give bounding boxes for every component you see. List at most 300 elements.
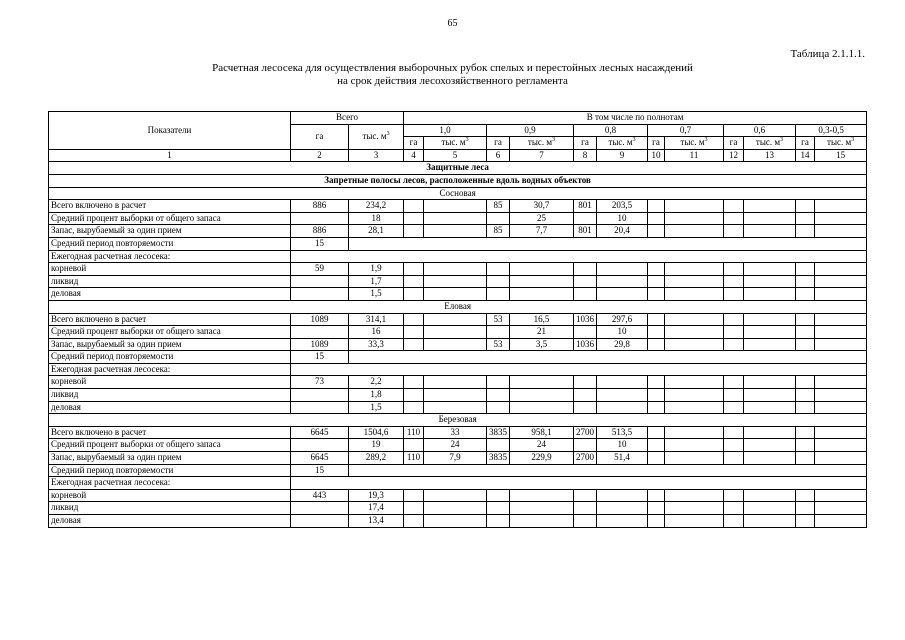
row-label: Запас, вырубаемый за один прием	[49, 452, 291, 465]
table-row	[49, 489, 867, 502]
table-cell	[424, 225, 487, 238]
table-cell	[724, 401, 744, 414]
header-density-4: 0,7	[648, 124, 724, 137]
table-cell	[665, 338, 724, 351]
table-cell	[510, 288, 574, 301]
table-cell: 1504,6	[349, 426, 404, 439]
table-cell	[796, 489, 815, 502]
table-cell	[574, 401, 597, 414]
table-cell	[574, 515, 597, 528]
table-cell	[796, 439, 815, 452]
table-cell: 886	[291, 200, 349, 213]
header-volume-sup: 3	[386, 130, 390, 137]
table-cell	[744, 288, 796, 301]
table-cell	[796, 338, 815, 351]
table-cell	[724, 426, 744, 439]
table-cell	[597, 389, 648, 402]
row-label: деловая	[49, 401, 291, 414]
table-cell	[510, 263, 574, 276]
table-row	[49, 237, 867, 250]
table-row	[49, 464, 867, 477]
header-total: Всего	[291, 112, 404, 125]
row-label: Ежегодная расчетная лесосека:	[49, 250, 291, 263]
table-cell	[665, 502, 724, 515]
table-cell	[648, 452, 665, 465]
table-cell: 958,1	[510, 426, 574, 439]
table-cell	[574, 502, 597, 515]
table-cell: 1036	[574, 338, 597, 351]
table-cell: 2700	[574, 452, 597, 465]
header-unit-volume-text: тыс. м	[441, 137, 466, 148]
table-cell	[648, 263, 665, 276]
table-cell	[744, 225, 796, 238]
table-cell: 801	[574, 200, 597, 213]
table-cell	[291, 212, 349, 225]
header-unit-ha: га	[796, 137, 815, 150]
table-cell	[487, 502, 510, 515]
table-cell: 6645	[291, 426, 349, 439]
table-cell: 801	[574, 225, 597, 238]
empty-span-cell	[349, 351, 867, 364]
table-cell	[815, 200, 867, 213]
table-cell	[404, 212, 424, 225]
table-cell	[665, 212, 724, 225]
table-cell: 16	[349, 326, 404, 339]
table-cell	[744, 401, 796, 414]
table-row	[49, 426, 867, 439]
header-total-volume	[349, 124, 404, 149]
table-cell	[424, 326, 487, 339]
table-cell	[744, 326, 796, 339]
table-cell	[796, 401, 815, 414]
table-row	[49, 351, 867, 364]
table-body	[49, 162, 867, 527]
table-cell	[510, 515, 574, 528]
table-cell: 15	[291, 237, 349, 250]
table-cell: 1,5	[349, 288, 404, 301]
row-label: ликвид	[49, 389, 291, 402]
table-cell	[815, 389, 867, 402]
row-label: Запас, вырубаемый за один прием	[49, 225, 291, 238]
table-cell: 51,4	[597, 452, 648, 465]
table-cell	[796, 288, 815, 301]
table-cell: 1,8	[349, 389, 404, 402]
table-cell	[796, 376, 815, 389]
table-cell	[648, 489, 665, 502]
table-cell	[648, 502, 665, 515]
table-cell	[815, 225, 867, 238]
column-number: 6	[487, 149, 510, 162]
header-density-5: 0,6	[724, 124, 796, 137]
table-cell: 15	[291, 464, 349, 477]
table-row	[49, 363, 867, 376]
table-cell	[815, 275, 867, 288]
table-cell	[404, 338, 424, 351]
table-cell	[597, 376, 648, 389]
table-cell	[510, 502, 574, 515]
species-group-title-row	[49, 187, 867, 200]
table-cell: 33	[424, 426, 487, 439]
column-number: 1	[49, 149, 291, 162]
table-cell	[724, 338, 744, 351]
table-cell	[424, 502, 487, 515]
empty-span-cell	[349, 237, 867, 250]
table-cell	[648, 376, 665, 389]
header-density-2: 0,9	[487, 124, 574, 137]
table-cell	[796, 225, 815, 238]
table-cell: 886	[291, 225, 349, 238]
header-number-row	[49, 149, 867, 162]
table-cell: 19,3	[349, 489, 404, 502]
table-row	[49, 288, 867, 301]
row-label: Ежегодная расчетная лесосека:	[49, 477, 291, 490]
header-unit-volume-text: тыс. м	[608, 137, 633, 148]
title-line-2: на срок действия лесохозяйственного регламента	[337, 75, 568, 87]
table-cell	[597, 275, 648, 288]
table-row	[49, 477, 867, 490]
row-label: деловая	[49, 515, 291, 528]
table-cell	[291, 401, 349, 414]
table-cell	[487, 376, 510, 389]
table-cell	[404, 326, 424, 339]
table-cell	[724, 212, 744, 225]
table-cell	[648, 439, 665, 452]
empty-span-cell	[291, 363, 867, 376]
table-cell	[291, 439, 349, 452]
table-cell	[574, 376, 597, 389]
table-cell: 2,2	[349, 376, 404, 389]
column-number: 13	[744, 149, 796, 162]
table-cell: 3,5	[510, 338, 574, 351]
table-cell	[648, 389, 665, 402]
table-cell	[796, 313, 815, 326]
table-cell	[510, 376, 574, 389]
table-cell	[648, 326, 665, 339]
table-cell: 297,6	[597, 313, 648, 326]
column-number: 14	[796, 149, 815, 162]
table-cell	[424, 401, 487, 414]
table-cell	[796, 275, 815, 288]
header-unit-volume-sup: 3	[704, 137, 708, 144]
table-id: Таблица 2.1.1.1.	[790, 48, 865, 60]
table-cell	[648, 275, 665, 288]
table-cell	[648, 313, 665, 326]
table-cell: 10	[597, 326, 648, 339]
table-cell	[724, 515, 744, 528]
table-cell	[487, 275, 510, 288]
header-unit-volume	[424, 137, 487, 150]
table-row	[49, 263, 867, 276]
table-cell: 513,5	[597, 426, 648, 439]
section-title-row	[49, 162, 867, 175]
table-cell	[665, 426, 724, 439]
table-title	[0, 62, 905, 88]
table-cell: 28,1	[349, 225, 404, 238]
table-cell	[796, 263, 815, 276]
table-cell	[404, 263, 424, 276]
species-group-title: Еловая	[49, 300, 867, 313]
table-row	[49, 502, 867, 515]
header-density-1: 1,0	[404, 124, 487, 137]
table-cell	[796, 200, 815, 213]
column-number: 7	[510, 149, 574, 162]
table-cell	[724, 225, 744, 238]
table-cell	[815, 288, 867, 301]
table-cell	[574, 263, 597, 276]
table-cell	[815, 326, 867, 339]
table-row	[49, 225, 867, 238]
header-unit-ha: га	[487, 137, 510, 150]
header-unit-volume-text: тыс. м	[827, 137, 852, 148]
table-cell	[510, 275, 574, 288]
table-cell	[404, 313, 424, 326]
header-unit-ha: га	[404, 137, 424, 150]
table-cell	[424, 515, 487, 528]
table-cell: 3835	[487, 426, 510, 439]
table-cell: 10	[597, 439, 648, 452]
table-cell	[597, 401, 648, 414]
table-cell	[648, 200, 665, 213]
row-label: Всего включено в расчет	[49, 313, 291, 326]
table-cell	[291, 326, 349, 339]
table-cell	[665, 225, 724, 238]
table-cell	[648, 338, 665, 351]
table-cell	[744, 275, 796, 288]
header-unit-volume	[815, 137, 867, 150]
header-unit-volume	[597, 137, 648, 150]
table-cell	[487, 326, 510, 339]
title-line-1: Расчетная лесосека для осуществления выборочных рубок спелых и перестойных лесных насаждений	[212, 62, 693, 74]
table-cell	[487, 263, 510, 276]
table-cell	[815, 515, 867, 528]
subsection-title: Запретные полосы лесов, расположенные вдоль водных объектов	[49, 174, 867, 187]
table-cell: 59	[291, 263, 349, 276]
empty-span-cell	[291, 250, 867, 263]
table-cell	[424, 389, 487, 402]
table-cell	[796, 452, 815, 465]
table-cell	[597, 502, 648, 515]
table-cell	[744, 389, 796, 402]
section-title: Защитные леса	[49, 162, 867, 175]
table-cell: 21	[510, 326, 574, 339]
species-group-title-row	[49, 414, 867, 427]
table-cell	[487, 288, 510, 301]
table-cell	[597, 288, 648, 301]
table-cell: 18	[349, 212, 404, 225]
table-cell	[796, 426, 815, 439]
header-unit-volume-sup: 3	[780, 137, 784, 144]
table-cell	[424, 212, 487, 225]
table-cell	[724, 275, 744, 288]
table-cell: 15	[291, 351, 349, 364]
table-cell	[665, 313, 724, 326]
header-volume-text: тыс. м	[362, 130, 387, 141]
table-cell	[404, 502, 424, 515]
table-cell	[510, 389, 574, 402]
table-cell: 53	[487, 338, 510, 351]
row-label: Всего включено в расчет	[49, 426, 291, 439]
table-cell	[744, 200, 796, 213]
table-cell	[424, 313, 487, 326]
table-cell: 229,9	[510, 452, 574, 465]
table-cell	[665, 452, 724, 465]
table-cell	[815, 489, 867, 502]
table-cell: 16,5	[510, 313, 574, 326]
table-cell	[665, 515, 724, 528]
table-cell	[724, 502, 744, 515]
table-cell: 13,4	[349, 515, 404, 528]
table-cell	[665, 389, 724, 402]
table-cell	[815, 313, 867, 326]
table-cell	[724, 439, 744, 452]
subsection-title-row	[49, 174, 867, 187]
table-cell	[574, 389, 597, 402]
table-cell	[574, 326, 597, 339]
column-number: 5	[424, 149, 487, 162]
table-cell	[487, 515, 510, 528]
table-cell	[404, 389, 424, 402]
table-cell: 110	[404, 426, 424, 439]
column-number: 11	[665, 149, 724, 162]
table-cell	[744, 263, 796, 276]
table-cell	[744, 502, 796, 515]
cutting-area-table	[48, 111, 867, 528]
table-cell	[665, 275, 724, 288]
table-cell: 29,8	[597, 338, 648, 351]
table-cell	[665, 326, 724, 339]
table-cell	[665, 439, 724, 452]
row-label: Запас, вырубаемый за один прием	[49, 338, 291, 351]
header-unit-volume-text: тыс. м	[527, 137, 553, 148]
table-cell	[648, 225, 665, 238]
table-cell	[665, 288, 724, 301]
table-cell	[487, 401, 510, 414]
table-cell: 25	[510, 212, 574, 225]
table-cell	[424, 288, 487, 301]
table-cell	[424, 489, 487, 502]
table-cell: 3835	[487, 452, 510, 465]
table-cell	[744, 313, 796, 326]
table-cell	[815, 338, 867, 351]
table-row	[49, 515, 867, 528]
table-cell	[796, 212, 815, 225]
table-cell	[404, 275, 424, 288]
table-cell	[744, 515, 796, 528]
page-number: 65	[447, 18, 458, 29]
header-unit-ha: га	[574, 137, 597, 150]
table-cell	[404, 489, 424, 502]
table-cell	[796, 502, 815, 515]
table-cell	[648, 426, 665, 439]
row-label: корневой	[49, 376, 291, 389]
table-cell	[744, 489, 796, 502]
table-cell	[724, 389, 744, 402]
table-row	[49, 439, 867, 452]
table-cell: 314,1	[349, 313, 404, 326]
table-cell: 20,4	[597, 225, 648, 238]
table-cell	[424, 200, 487, 213]
table-cell	[510, 401, 574, 414]
row-label: Средний период повторяемости	[49, 464, 291, 477]
table-cell	[487, 489, 510, 502]
table-cell	[815, 376, 867, 389]
row-label: Средний период повторяемости	[49, 351, 291, 364]
header-unit-volume	[665, 137, 724, 150]
header-unit-volume-sup: 3	[465, 137, 469, 144]
row-label: Ежегодная расчетная лесосека:	[49, 363, 291, 376]
column-number: 8	[574, 149, 597, 162]
table-cell	[291, 389, 349, 402]
table-cell	[648, 401, 665, 414]
table-cell: 10	[597, 212, 648, 225]
table-cell: 443	[291, 489, 349, 502]
table-cell: 7,7	[510, 225, 574, 238]
header-unit-volume-sup: 3	[632, 137, 636, 144]
table-cell	[744, 426, 796, 439]
table-cell: 24	[424, 439, 487, 452]
table-cell	[574, 288, 597, 301]
table-cell	[724, 376, 744, 389]
row-label: Средний процент выборки от общего запаса	[49, 439, 291, 452]
table-cell	[744, 439, 796, 452]
table-cell	[665, 376, 724, 389]
table-row	[49, 389, 867, 402]
table-cell	[724, 452, 744, 465]
table-cell	[291, 515, 349, 528]
header-unit-volume-text: тыс. м	[680, 137, 705, 148]
table-cell	[815, 401, 867, 414]
header-total-ha: га	[291, 124, 349, 149]
table-cell: 1,5	[349, 401, 404, 414]
table-cell	[815, 439, 867, 452]
table-cell	[648, 212, 665, 225]
column-number: 12	[724, 149, 744, 162]
table-cell: 1089	[291, 338, 349, 351]
table-cell	[744, 212, 796, 225]
table-cell	[597, 489, 648, 502]
header-unit-volume	[744, 137, 796, 150]
table-row	[49, 313, 867, 326]
table-cell	[744, 452, 796, 465]
table-row	[49, 212, 867, 225]
row-label: ликвид	[49, 502, 291, 515]
header-unit-ha: га	[724, 137, 744, 150]
table-cell	[724, 326, 744, 339]
table-cell	[815, 263, 867, 276]
table-cell: 6645	[291, 452, 349, 465]
table-cell: 24	[510, 439, 574, 452]
header-density-3: 0,8	[574, 124, 648, 137]
table-cell	[487, 389, 510, 402]
table-cell	[724, 313, 744, 326]
table-cell: 234,2	[349, 200, 404, 213]
header-unit-volume-sup: 3	[851, 137, 855, 144]
row-label: корневой	[49, 489, 291, 502]
column-number: 4	[404, 149, 424, 162]
table-cell: 1,7	[349, 275, 404, 288]
table-cell: 85	[487, 225, 510, 238]
table-cell	[815, 452, 867, 465]
table-cell	[404, 288, 424, 301]
table-cell: 19	[349, 439, 404, 452]
row-label: деловая	[49, 288, 291, 301]
table-cell	[665, 489, 724, 502]
header-indicators: Показатели	[49, 112, 291, 150]
table-cell: 85	[487, 200, 510, 213]
table-cell	[648, 515, 665, 528]
column-number: 9	[597, 149, 648, 162]
header-unit-volume-sup: 3	[552, 137, 556, 144]
